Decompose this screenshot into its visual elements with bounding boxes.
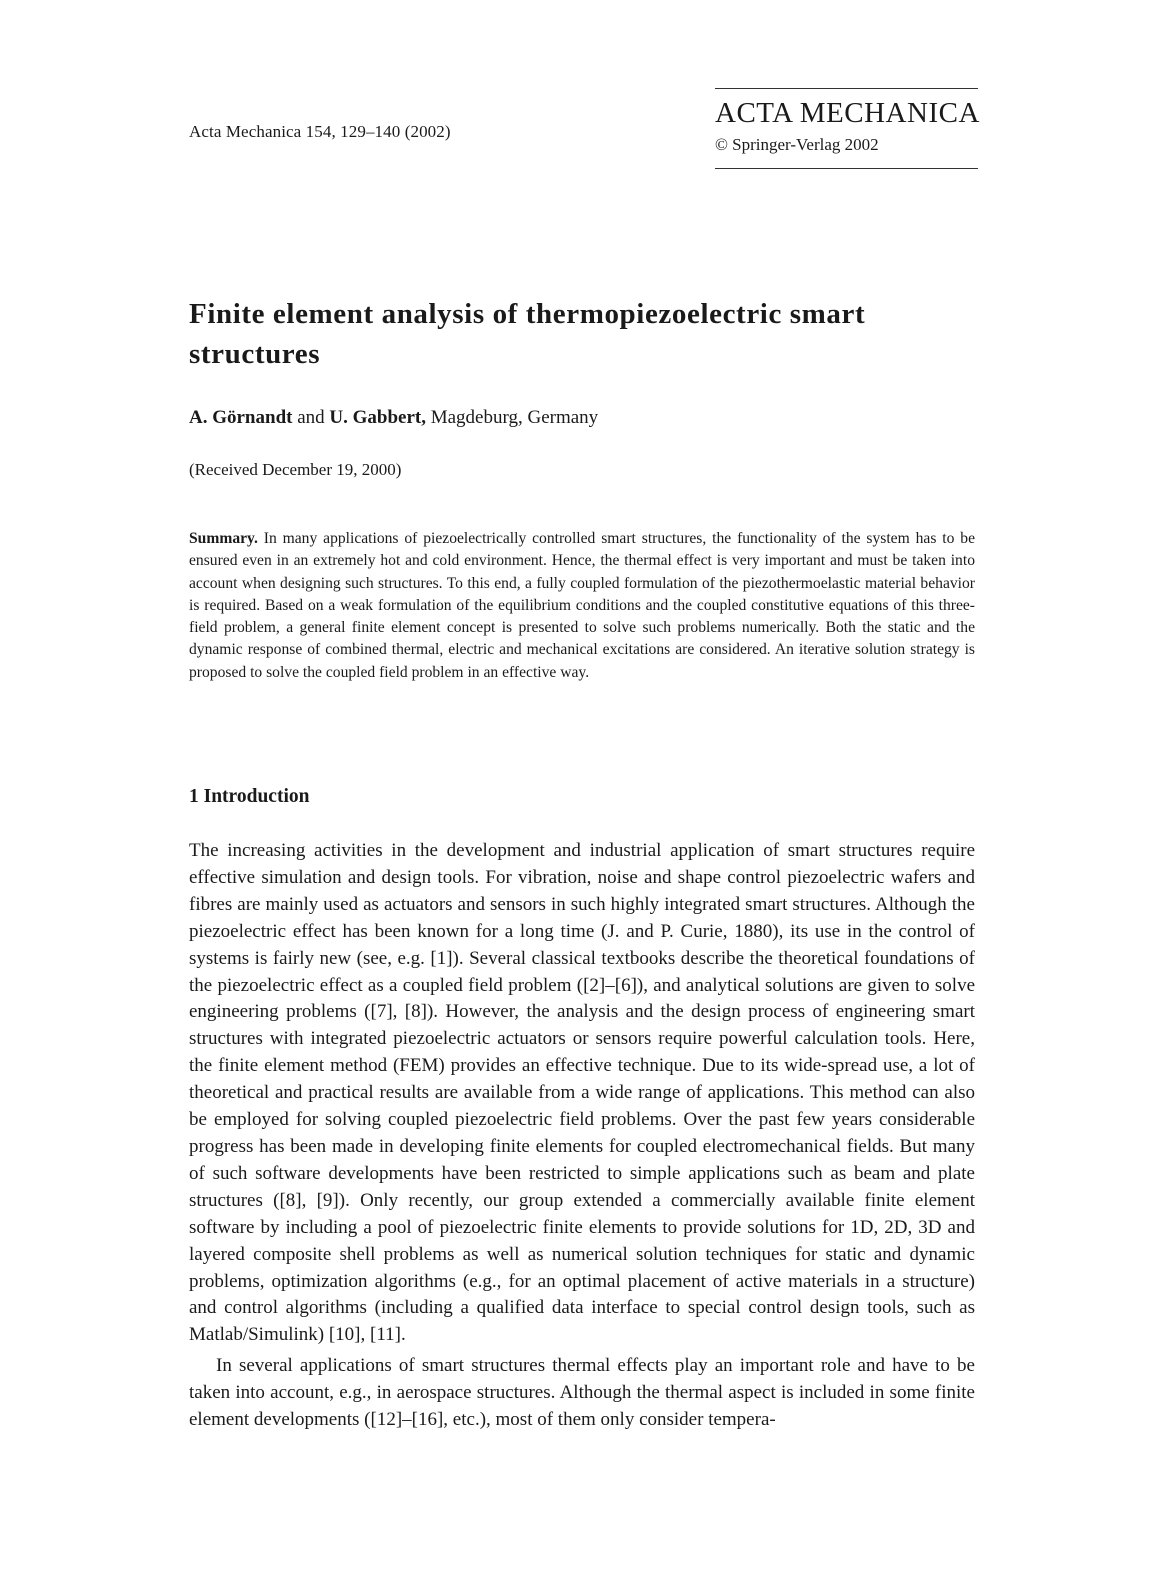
summary-text: In many applications of piezoelectrically controlled smart structures, the functionality of the system has to be ensured even in an extremely hot and cold environment. Hence, the thermal effect is very important and must be taken into account when designing such structures. To this end, a fully coupled formulation of the piezothermoelastic material behavior is required. Based on a weak formulation of the equilibrium conditions and the coupled constitutive equations of this three-field problem, a general finite element concept is presented to solve such problems numerically. Both the static and the dynamic response of combined thermal, electric and mechanical excitations are considered. An iterative solution strategy is proposed to solve the coupled field problem in an effective way. <box>189 530 975 681</box>
summary-abstract <box>189 528 975 684</box>
body-paragraph: In several applications of smart structures thermal effects play an important role and have to be taken into account, e.g., in aerospace structures. Although the thermal aspect is included in some finite element developments ([12]–[16], etc.), most of them only consider tempera- <box>189 1355 975 1431</box>
journal-name: ACTA MECHANICA <box>715 97 980 129</box>
masthead-top-rule <box>715 88 978 89</box>
received-date: (Received December 19, 2000) <box>189 460 402 479</box>
section-heading: 1 Introduction <box>189 786 310 807</box>
introduction-body <box>189 838 975 1434</box>
summary-label: Summary. <box>189 530 258 547</box>
author-line <box>189 407 598 429</box>
journal-masthead <box>715 88 978 169</box>
journal-citation: Acta Mechanica 154, 129–140 (2002) <box>189 122 451 141</box>
body-paragraph: The increasing activities in the development and industrial application of smart structures require effective simulation and design tools. For vibration, noise and shape control piezoelectric wafers and fibres are mainly used as actuators and sensors in such highly integrated smart structures. Although the piezoelectric effect has been known for a long time (J. and P. Curie, 1880), its use in the control of systems is fairly new (see, e.g. [1]). Several classical textbooks describe the theoretical foundations of the piezoelectric effect as a coupled field problem ([2]–[6]), and analytical solutions are given to solve engineering problems ([7], [8]). However, the analysis and the design process of engineering smart structures with integrated piezoelectric actuators or sensors require powerful calculation tools. Here, the finite element method (FEM) provides an effective technique. Due to its wide-spread use, a lot of theoretical and practical results are available from a wide range of applications. This method can also be employed for solving coupled piezoelectric field problems. Over the past few years considerable progress has been made in developing finite elements for coupled electromechanical fields. But many of such software developments have been restricted to simple applications such as beam and plate structures ([8], [9]). Only recently, our group extended a commercially available finite element software by including a pool of piezoelectric finite elements to provide solutions for 1D, 2D, 3D and layered composite shell problems as well as numerical solution techniques for static and dynamic problems, optimization algorithms (e.g., for an optimal placement of active materials in a structure) and control algorithms (including a qualified data interface to special control design tools, such as Matlab/Simulink) [10], [11]. <box>189 840 975 1346</box>
masthead-bottom-rule <box>715 168 978 169</box>
author-name: A. Görnandt <box>189 407 293 428</box>
article-title: Finite element analysis of thermopiezoelectric smart structures <box>189 298 866 370</box>
author-conjunction: and <box>292 407 330 428</box>
author-affiliation: Magdeburg, Germany <box>425 407 599 428</box>
copyright-notice: © Springer-Verlag 2002 <box>715 135 879 154</box>
author-name: U. Gabbert, <box>329 407 426 428</box>
